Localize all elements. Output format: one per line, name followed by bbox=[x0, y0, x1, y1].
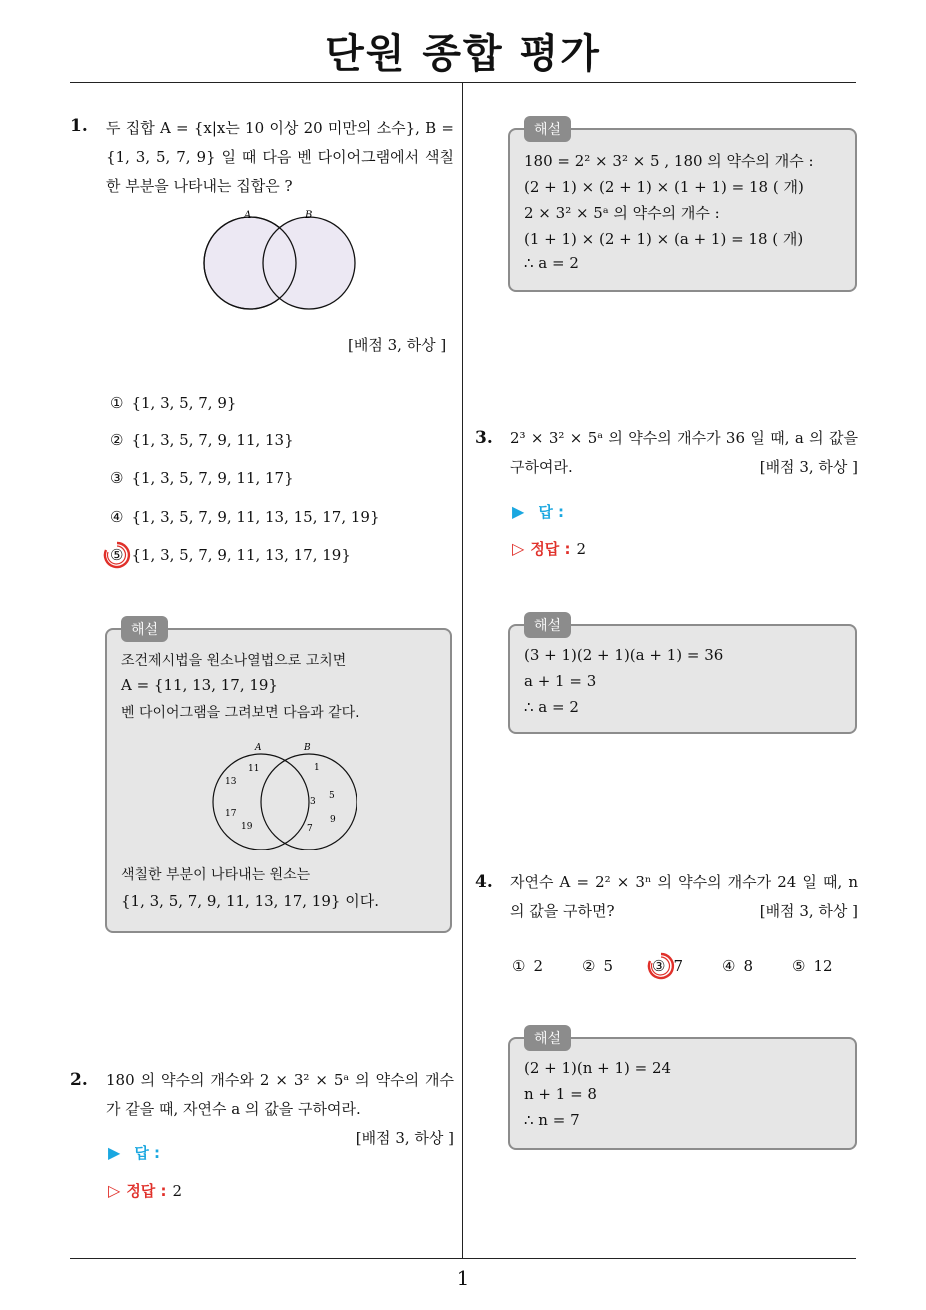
venn-label-a: A bbox=[244, 210, 252, 221]
question-text-body: 자연수 A = 2² × 3ⁿ 의 약수의 개수가 24 일 때, n 의 값을 구하면? bbox=[510, 873, 858, 920]
solution-line: (3 + 1)(2 + 1)(a + 1) = 36 bbox=[524, 646, 724, 664]
venn-element: 9 bbox=[330, 815, 336, 825]
answer-label: 답 : bbox=[538, 503, 565, 521]
venn-label-b: B bbox=[305, 210, 313, 221]
solution-box bbox=[105, 622, 452, 933]
choice-5[interactable] bbox=[792, 957, 833, 975]
choice-3[interactable] bbox=[110, 469, 294, 487]
venn-set-b bbox=[263, 217, 355, 309]
solution-label: 해설 bbox=[524, 116, 571, 142]
choice-mark: ② bbox=[110, 431, 124, 449]
solution-label: 해설 bbox=[524, 1025, 571, 1051]
score-label: [배점 3, 하상 ] bbox=[759, 458, 858, 476]
choice-text: {1, 3, 5, 7, 9, 11, 13} bbox=[131, 431, 294, 449]
choice-mark: ④ bbox=[722, 957, 736, 975]
solution-line: ∴ a = 2 bbox=[524, 698, 579, 716]
choice-2[interactable] bbox=[110, 431, 294, 449]
solution-label: 해설 bbox=[524, 612, 571, 638]
solution-line: (2 + 1) × (2 + 1) × (1 + 1) = 18 ( 개) bbox=[524, 178, 804, 196]
column-divider bbox=[462, 83, 463, 1258]
solution-line: 색칠한 부분이 나타내는 원소는 bbox=[121, 867, 311, 883]
venn-element: 11 bbox=[248, 764, 260, 774]
bottom-rule bbox=[70, 1258, 856, 1259]
answer-label: 답 : bbox=[134, 1144, 161, 1162]
solution-label: 해설 bbox=[121, 616, 168, 642]
solution-box bbox=[508, 1031, 857, 1150]
outline-arrow-icon: ▷ bbox=[108, 1181, 121, 1200]
correct-answer-value: 2 bbox=[576, 540, 587, 558]
solution-box bbox=[508, 122, 857, 292]
choice-text: 12 bbox=[813, 957, 833, 975]
selected-answer-circle bbox=[102, 540, 132, 570]
choice-mark: ② bbox=[582, 957, 596, 975]
venn-label-a: A bbox=[255, 743, 262, 753]
answer-input-row[interactable] bbox=[512, 501, 564, 522]
question-text-body: 2³ × 3² × 5ᵃ 의 약수의 개수가 36 일 때, a 의 값을 구하여라. bbox=[510, 429, 858, 476]
solution-line: {1, 3, 5, 7, 9, 11, 13, 17, 19} 이다. bbox=[121, 892, 379, 910]
choice-mark: ⑤ bbox=[792, 957, 806, 975]
venn-diagram bbox=[196, 206, 366, 312]
selected-answer-circle bbox=[646, 951, 676, 981]
correct-answer-label: 정답 : bbox=[530, 540, 571, 558]
correct-answer-label: 정답 : bbox=[126, 1182, 167, 1200]
page-title: 단원 종합 평가 bbox=[325, 31, 601, 77]
score-label: [배점 3, 하상 ] bbox=[759, 902, 858, 920]
question-number: 2. bbox=[70, 1070, 88, 1090]
solution-line: A = {11, 13, 17, 19} bbox=[121, 676, 278, 694]
choice-1[interactable] bbox=[512, 957, 543, 975]
choice-4[interactable] bbox=[110, 508, 380, 526]
venn-element: 5 bbox=[329, 791, 335, 801]
choice-mark: ⑤ bbox=[110, 546, 124, 564]
venn-element: 7 bbox=[307, 824, 313, 834]
score-label: [배점 3, 하상 ] bbox=[348, 336, 447, 354]
choice-text: 8 bbox=[743, 957, 753, 975]
choice-text: 2 bbox=[533, 957, 543, 975]
venn-element: 1 bbox=[314, 763, 320, 773]
answer-input-row[interactable] bbox=[108, 1142, 160, 1163]
choice-mark: ④ bbox=[110, 508, 124, 526]
page-number: 1 bbox=[456, 1266, 470, 1290]
venn-element: 13 bbox=[225, 777, 237, 787]
solution-line: 벤 다이어그램을 그려보면 다음과 같다. bbox=[121, 705, 360, 721]
question-text bbox=[106, 1066, 454, 1153]
choice-text: 5 bbox=[603, 957, 613, 975]
venn-element: 19 bbox=[241, 822, 253, 832]
outline-arrow-icon: ▷ bbox=[512, 539, 525, 558]
venn-label-b: B bbox=[304, 743, 311, 753]
solution-venn-diagram bbox=[207, 740, 357, 850]
question-number: 1. bbox=[70, 116, 88, 136]
choice-5[interactable] bbox=[110, 546, 351, 564]
solution-line: (2 + 1)(n + 1) = 24 bbox=[524, 1059, 672, 1077]
choice-text: {1, 3, 5, 7, 9, 11, 17} bbox=[131, 469, 294, 487]
choice-text: {1, 3, 5, 7, 9, 11, 13, 15, 17, 19} bbox=[131, 508, 380, 526]
solution-line: a + 1 = 3 bbox=[524, 672, 597, 690]
choice-text: {1, 3, 5, 7, 9} bbox=[131, 394, 237, 412]
question-text: 두 집합 A = {x|x는 10 이상 20 미만의 소수}, B = {1, 3, 5, 7, 9} 일 때 다음 벤 다이어그램에서 색칠한 부분을 나타내는 집합은 ? bbox=[106, 119, 454, 195]
top-rule bbox=[70, 82, 856, 83]
solution-line: (1 + 1) × (2 + 1) × (a + 1) = 18 ( 개) bbox=[524, 230, 804, 248]
solution-line: 180 = 2² × 3² × 5 , 180 의 약수의 개수 : bbox=[524, 152, 814, 170]
venn-element: 3 bbox=[310, 797, 316, 807]
choice-4[interactable] bbox=[722, 957, 753, 975]
choice-mark: ③ bbox=[110, 469, 124, 487]
choice-2[interactable] bbox=[582, 957, 613, 975]
choice-mark: ① bbox=[110, 394, 124, 412]
solution-line: 2 × 3² × 5ᵃ 의 약수의 개수 : bbox=[524, 204, 720, 222]
question-number: 4. bbox=[475, 872, 493, 892]
question-text-body: 180 의 약수의 개수와 2 × 3² × 5ᵃ 의 약수의 개수가 같을 때, 자연수 a 의 값을 구하여라. bbox=[106, 1071, 454, 1118]
question-text bbox=[510, 868, 858, 926]
correct-answer-row bbox=[512, 538, 586, 559]
solution-line: n + 1 = 8 bbox=[524, 1085, 597, 1103]
correct-answer-value: 2 bbox=[172, 1182, 183, 1200]
choice-text: {1, 3, 5, 7, 9, 11, 13, 17, 19} bbox=[131, 546, 351, 564]
choice-1[interactable] bbox=[110, 394, 236, 412]
score-label: [배점 3, 하상 ] bbox=[355, 1129, 454, 1147]
solution-line: ∴ n = 7 bbox=[524, 1111, 580, 1129]
question-number: 3. bbox=[475, 428, 493, 448]
choice-mark: ① bbox=[512, 957, 526, 975]
choice-mark: ③ bbox=[652, 957, 666, 975]
choice-text: 7 bbox=[673, 957, 683, 975]
solution-line: 조건제시법을 원소나열법으로 고치면 bbox=[121, 653, 347, 669]
question-text bbox=[510, 424, 858, 482]
play-icon: ▶ bbox=[108, 1143, 121, 1162]
solution-line: ∴ a = 2 bbox=[524, 254, 579, 272]
venn-element: 17 bbox=[225, 809, 237, 819]
correct-answer-row bbox=[108, 1180, 182, 1201]
play-icon: ▶ bbox=[512, 502, 525, 521]
solution-box bbox=[508, 618, 857, 734]
